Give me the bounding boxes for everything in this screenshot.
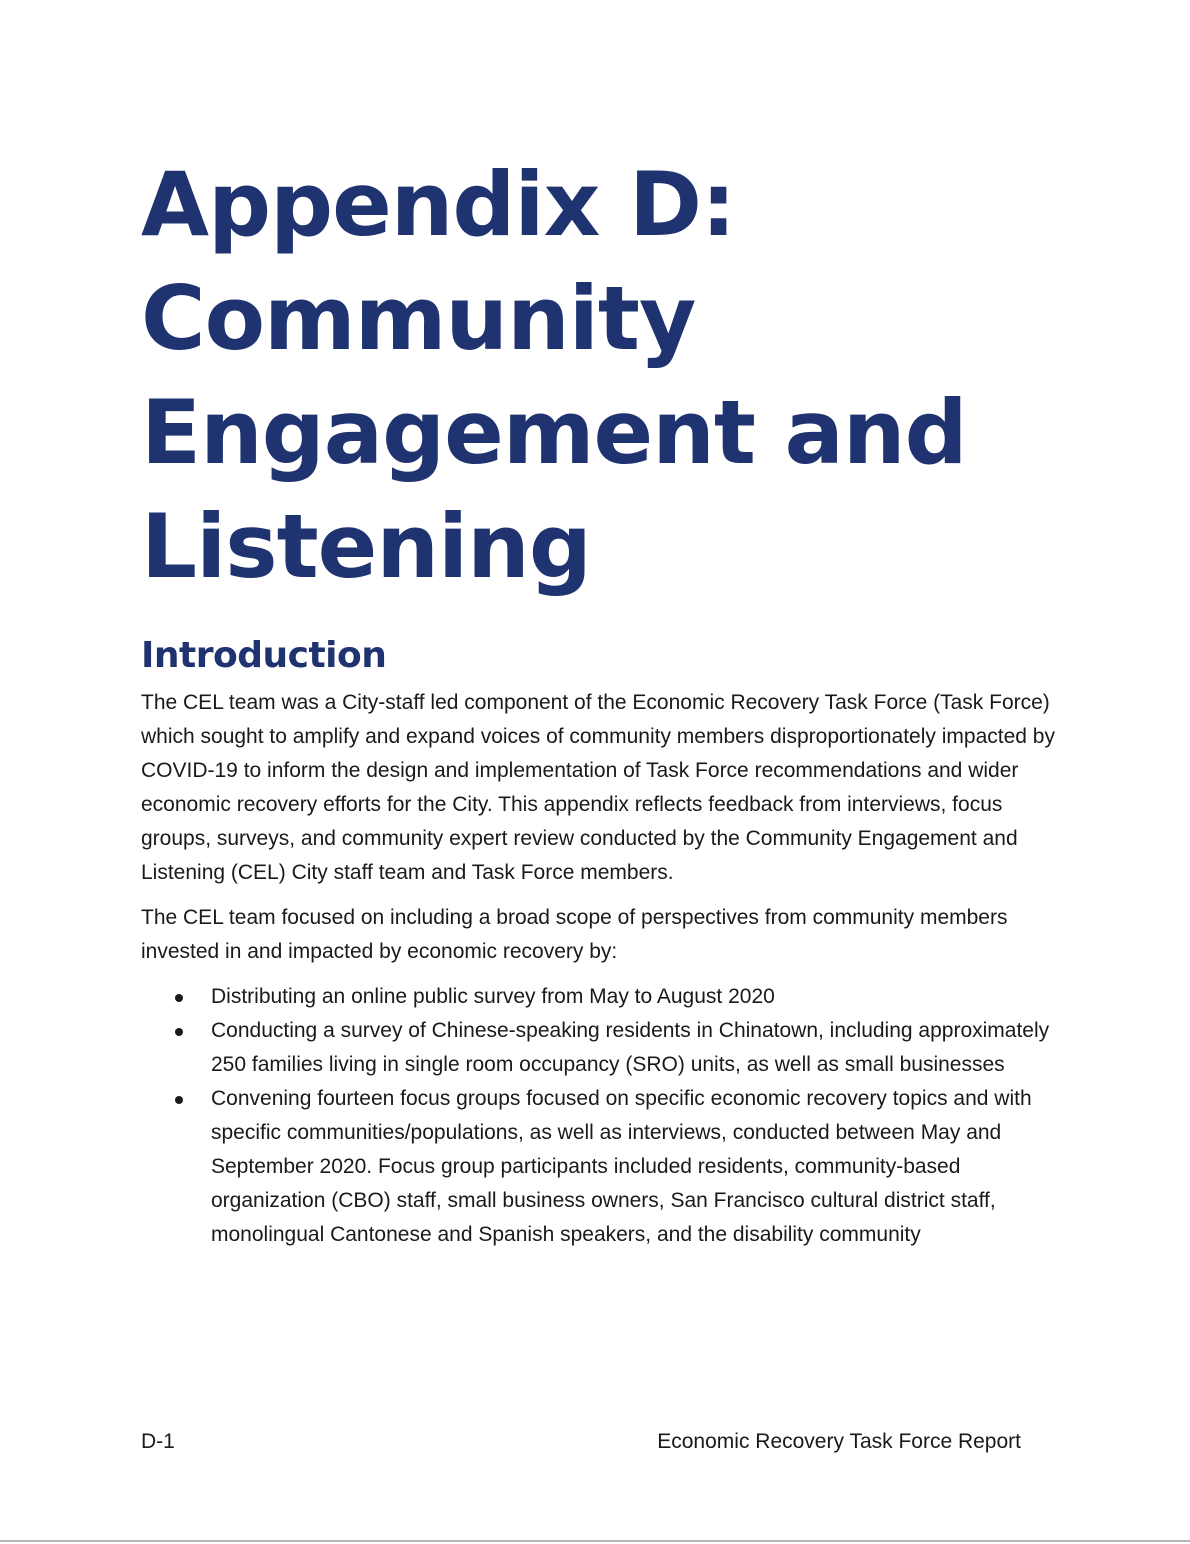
page-divider [0, 1540, 1190, 1542]
bullet-text: Convening fourteen focus groups focused on specific economic recovery topics and with specific communities/populations, as well as interviews, conducted between May and September 2020. Focus group participants included residents, community-based organization (CBO) staff, small business owners, San Francisco cultural district staff, monolingual Cantonese and Spanish speakers, and the disability community [211, 1087, 1032, 1246]
title-line: Appendix D: [141, 153, 736, 256]
page-footer [141, 1428, 1021, 1456]
bullet-item [141, 980, 1061, 1014]
title-line: Community [141, 267, 696, 370]
bullet-dot-icon [175, 1028, 183, 1036]
intro-paragraph: The CEL team focused on including a broad scope of perspectives from community members invested in and impacted by economic recovery by: [141, 906, 1008, 963]
bullet-dot-icon [175, 1096, 183, 1104]
page-number: D-1 [141, 1430, 175, 1453]
report-title: Economic Recovery Task Force Report [657, 1430, 1021, 1453]
bullet-text: Conducting a survey of Chinese-speaking residents in Chinatown, including approximately 250 families living in single room occupancy (SRO) units, as well as small businesses [211, 1019, 1050, 1076]
bullet-text: Distributing an online public survey from May to August 2020 [211, 985, 775, 1008]
title-line: Listening [141, 495, 591, 598]
bullet-list [141, 980, 1061, 1252]
page-content [141, 148, 1061, 1252]
bullet-item [141, 1082, 1061, 1252]
appendix-title [141, 148, 1061, 604]
title-line: Engagement and [141, 381, 967, 484]
bullet-item [141, 1014, 1061, 1082]
bullet-dot-icon [175, 994, 183, 1002]
section-heading-introduction: Introduction [141, 635, 387, 676]
intro-paragraph: The CEL team was a City-staff led component of the Economic Recovery Task Force (Task Force) which sought to amplify and expand voices of community members disproportionately impacted by COVID-19 to inform the design and implementation of Task Force recommendations and wider economic recovery efforts for the City. This appendix reflects feedback from interviews, focus groups, surveys, and community expert review conducted by the Community Engagement and Listening (CEL) City staff team and Task Force members. [141, 691, 1055, 884]
